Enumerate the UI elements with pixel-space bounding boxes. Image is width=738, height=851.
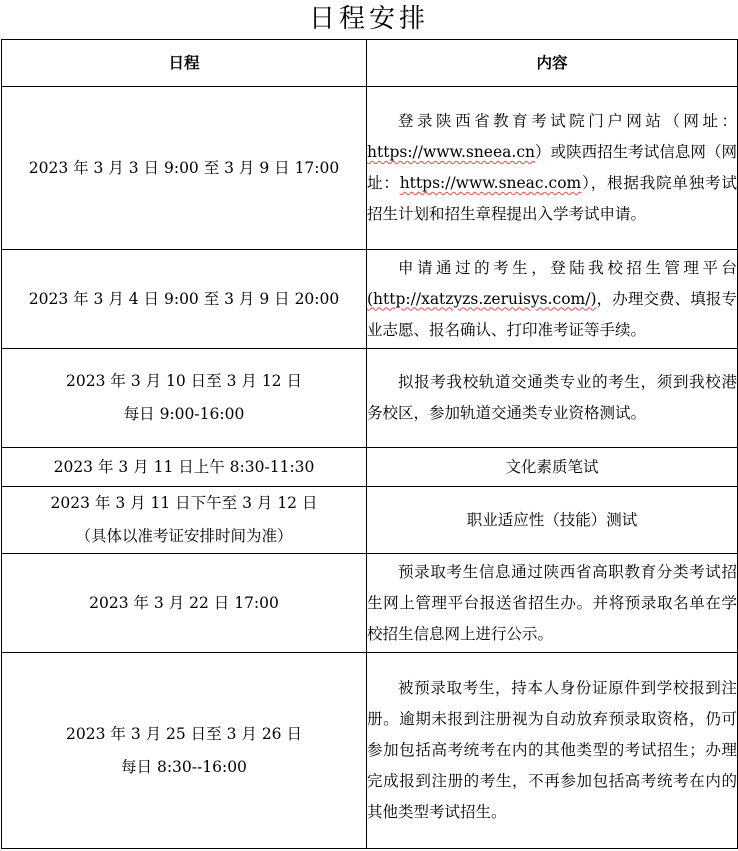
page-title: 日程安排 [308, 4, 429, 34]
content-segment: 申请通过的考生，登陆我校招生管理平台 [398, 258, 737, 277]
content-text: 职业适应性（技能）测试 [466, 510, 638, 529]
table-row [2, 250, 738, 349]
table-row [2, 448, 738, 487]
sneac-link[interactable]: https://www.sneac.com [399, 174, 582, 192]
content-text [367, 253, 737, 346]
date-line: 每日 9:00-16:00 [123, 405, 245, 423]
date-cell [2, 250, 367, 349]
date-line: 每日 8:30--16:00 [121, 757, 247, 776]
content-segment: ）或陕西招生考试信息网（网址： [367, 143, 737, 192]
table-header-row [2, 40, 738, 87]
date-line: 2023 年 3 月 11 日下午至 3 月 12 日 [50, 494, 318, 512]
content-cell [367, 87, 738, 250]
schedule-table [1, 39, 738, 849]
sneea-link[interactable]: https://www.sneea.cn [367, 143, 535, 161]
date-line: 2023 年 3 月 11 日上午 8:30-11:30 [53, 457, 315, 476]
content-text: 预录取考生信息通过陕西省高职教育分类考试招生网上管理平台报送省招生办。并将预录取名单在学校招生信息网上进行公示。 [367, 562, 737, 643]
content-text: 被预录取考生，持本人身份证原件到学校报到注册。逾期未报到注册视为自动放弃预录取资格，仍可参加包括高考统考在内的其他类型的考试招生；办理完成报到注册的考生，不再参加包括高考统考在内的其他类型考试招生。 [367, 679, 737, 821]
date-line: 2023 年 3 月 10 日至 3 月 12 日 [66, 372, 302, 390]
table-row [2, 653, 738, 849]
date-cell [2, 87, 367, 250]
content-segment: ），根据我院单独考试招生计划和招生章程提出入学考试申请。 [367, 174, 737, 223]
content-cell [367, 349, 738, 448]
header-date: 日程 [2, 40, 367, 87]
table-row [2, 554, 738, 653]
content-segment: 登录陕西省教育考试院门户网站（网址： [398, 112, 737, 130]
content-cell [367, 653, 738, 849]
date-line: （具体以准考证安排时间为准） [75, 527, 293, 545]
date-line: 2023 年 3 月 22 日 17:00 [89, 593, 279, 612]
table-row [2, 87, 738, 250]
content-segment: ，办理交费、填报专业志愿、报名确认、打印准考证等手续。 [367, 289, 737, 339]
date-cell [2, 653, 367, 849]
date-cell [2, 487, 367, 554]
date-line: 2023 年 3 月 25 日至 3 月 26 日 [66, 724, 302, 743]
content-text: 文化素质笔试 [505, 457, 599, 476]
date-cell [2, 349, 367, 448]
content-text: 拟报考我校轨道交通类专业的考生，须到我校港务校区，参加轨道交通类专业资格测试。 [367, 373, 737, 422]
table-row [2, 487, 738, 554]
zeruisys-link[interactable]: (http://xatzyzs.zeruisys.com/) [367, 289, 597, 308]
date-cell [2, 448, 367, 487]
date-cell [2, 554, 367, 653]
content-cell [367, 554, 738, 653]
content-cell [367, 487, 738, 554]
content-cell [367, 250, 738, 349]
table-row [2, 349, 738, 448]
content-cell [367, 448, 738, 487]
date-line: 2023 年 3 月 3 日 9:00 至 3 月 9 日 17:00 [28, 158, 340, 177]
header-content: 内容 [367, 40, 738, 87]
date-line: 2023 年 3 月 4 日 9:00 至 3 月 9 日 20:00 [28, 289, 340, 308]
content-text [367, 106, 737, 230]
